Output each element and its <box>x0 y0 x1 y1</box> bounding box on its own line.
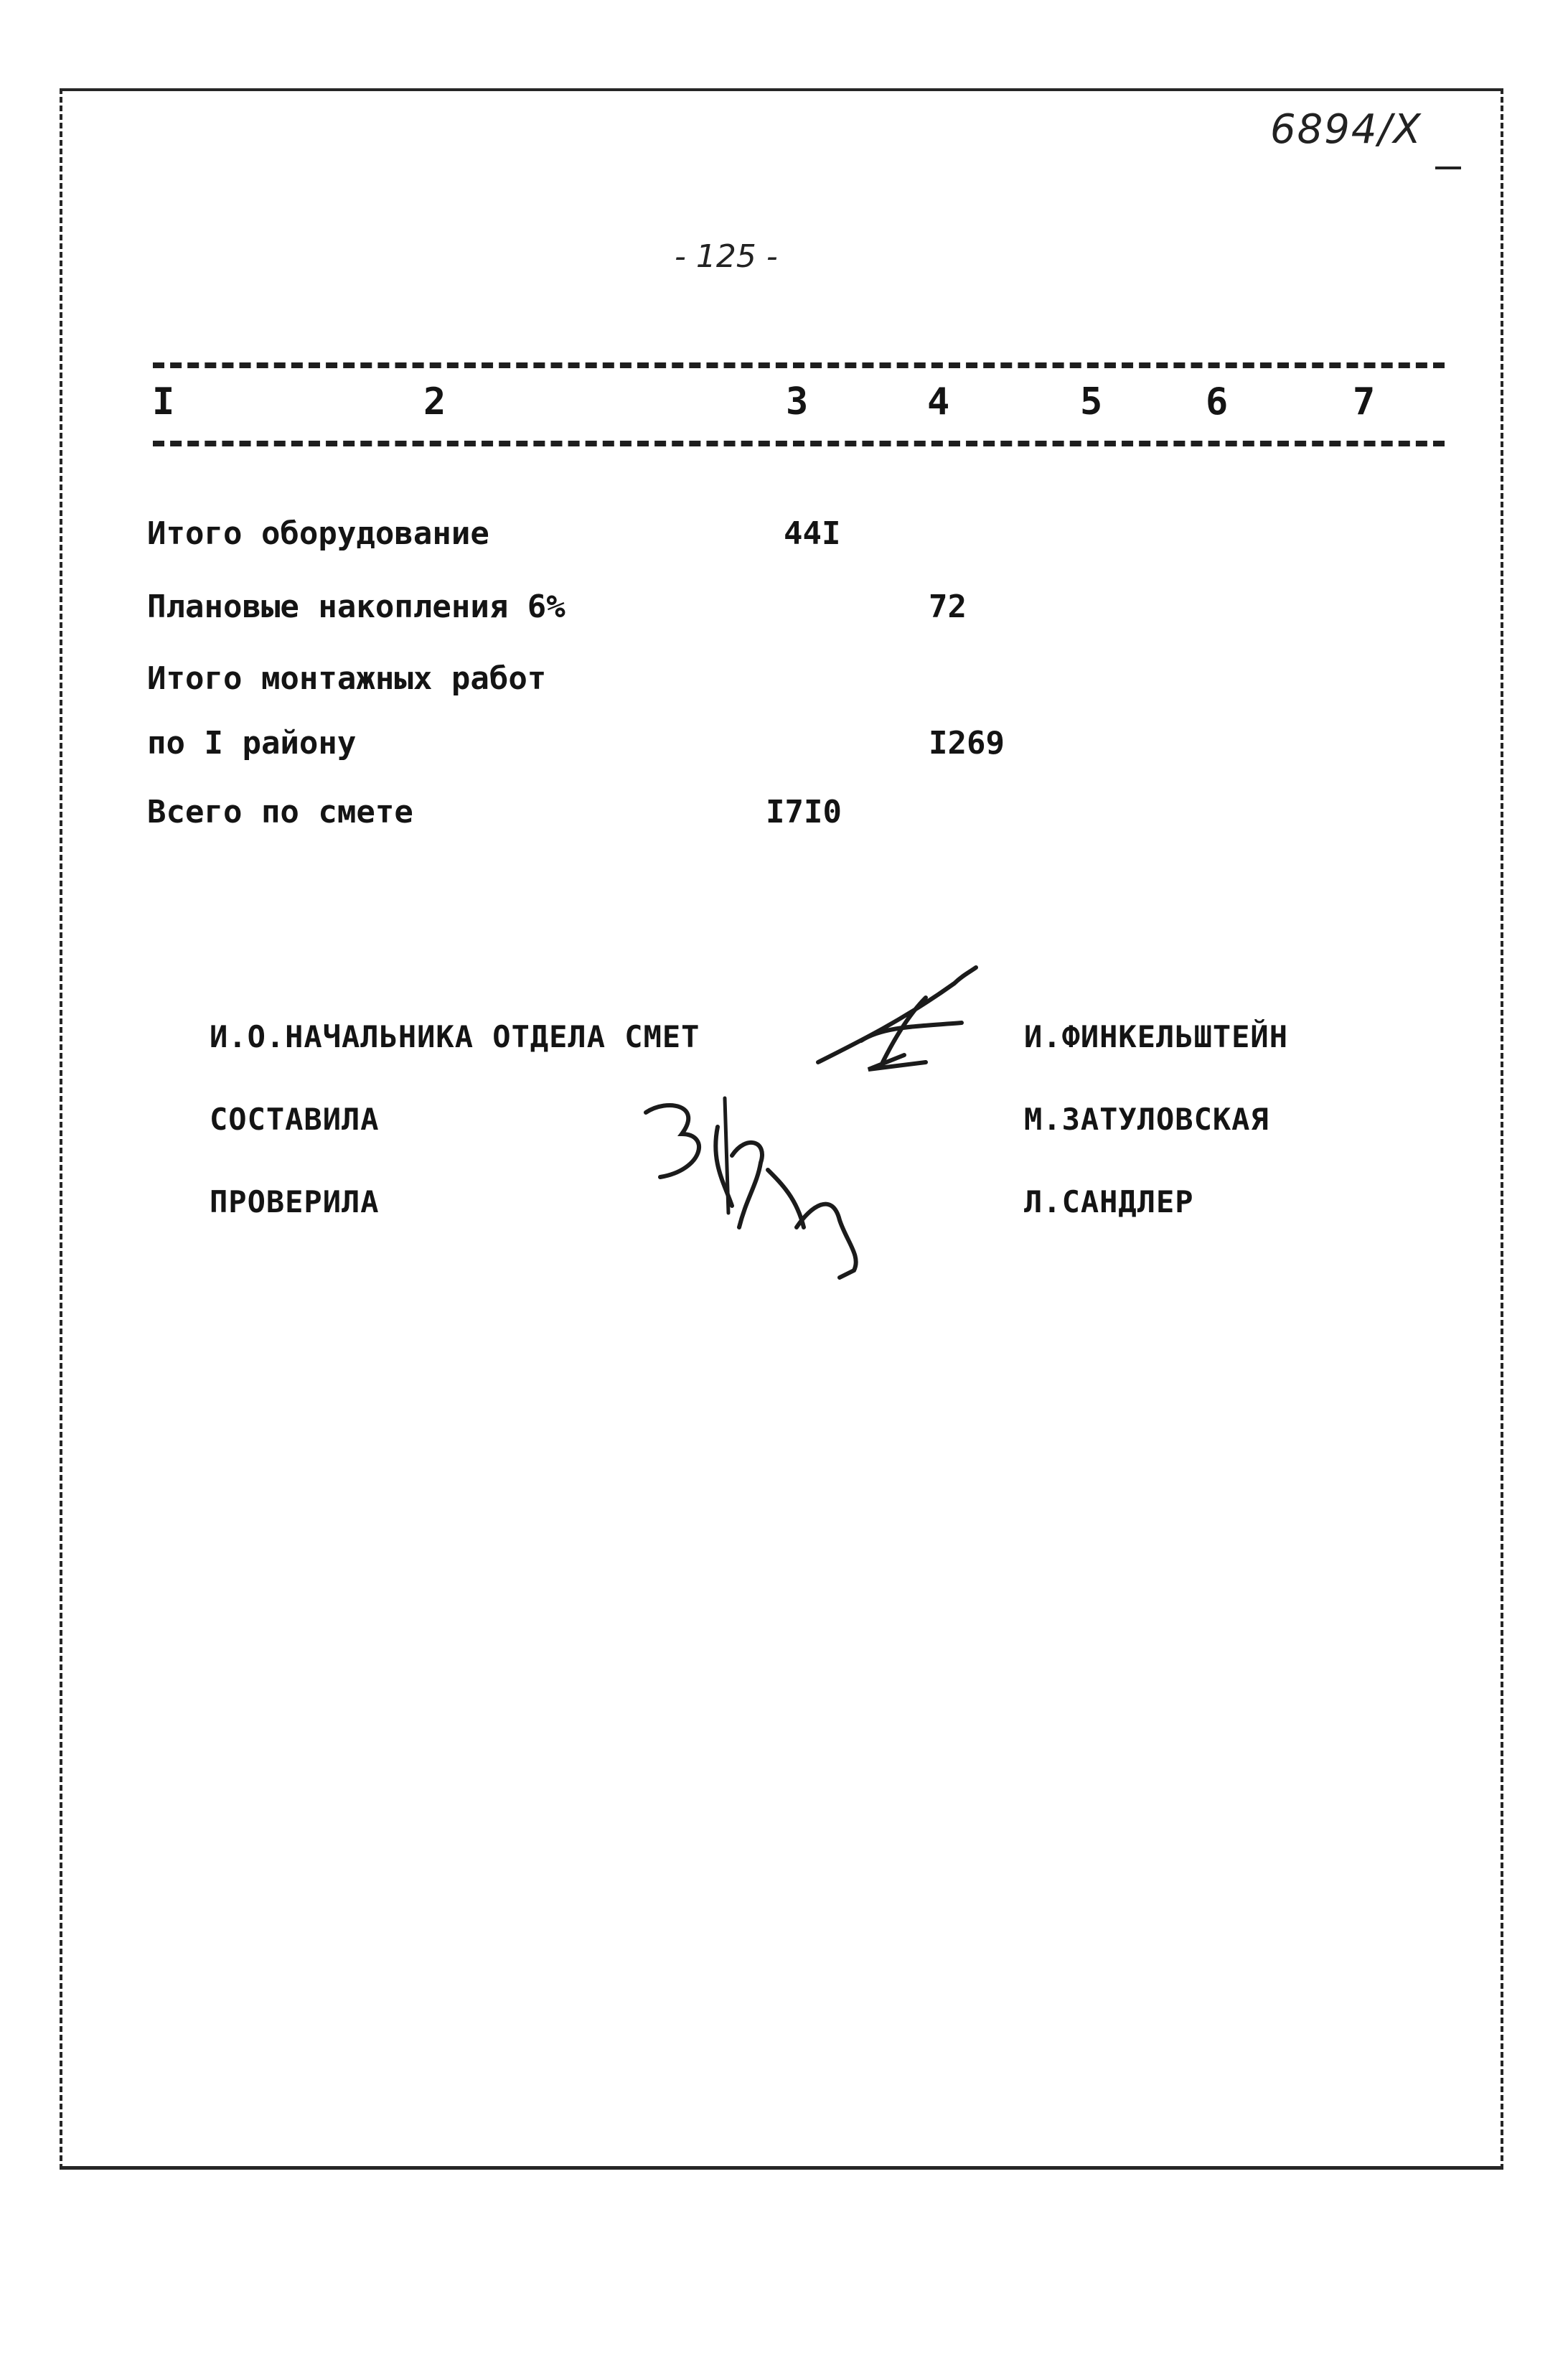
row-label-planned-savings: Плановые накопления 6% <box>147 589 565 625</box>
column-header-2: 2 <box>423 380 446 423</box>
row-value-district-one: I269 <box>929 725 1005 762</box>
row-value-planned-savings: 72 <box>929 589 967 625</box>
table-header-top-rule <box>153 362 1445 368</box>
row-value-equipment-total: 44I <box>784 515 841 552</box>
signature-name-checked-by: Л.САНДЛЕР <box>1024 1184 1194 1219</box>
row-label-installation-total: Итого монтажных работ <box>147 660 547 697</box>
column-header-7: 7 <box>1353 380 1376 423</box>
handwritten-signature-head <box>775 955 1019 1098</box>
row-label-district-one: по I району <box>147 725 357 762</box>
signature-role-department-head: И.О.НАЧАЛЬНИКА ОТДЕЛА СМЕТ <box>210 1019 700 1054</box>
document-number: 6894/X <box>1270 106 1422 153</box>
row-label-equipment-total: Итого оборудование <box>147 515 489 552</box>
column-header-1: I <box>152 380 175 423</box>
signature-role-checked-by: ПРОВЕРИЛА <box>210 1184 380 1219</box>
handwritten-signature-initials <box>624 1084 883 1299</box>
page-number: - 125 - <box>675 238 778 275</box>
column-header-6: 6 <box>1206 380 1229 423</box>
signature-name-department-head: И.ФИНКЕЛЬШТЕЙН <box>1024 1019 1289 1054</box>
document-number-underline <box>1435 167 1461 169</box>
table-header-bottom-rule <box>153 441 1445 446</box>
signature-role-compiled-by: СОСТАВИЛА <box>210 1102 380 1137</box>
column-header-5: 5 <box>1080 380 1103 423</box>
row-label-estimate-total: Всего по смете <box>147 794 413 830</box>
column-header-3: 3 <box>786 380 809 423</box>
row-value-estimate-total: I7I0 <box>766 794 842 830</box>
column-header-4: 4 <box>927 380 950 423</box>
signature-name-compiled-by: М.ЗАТУЛОВСКАЯ <box>1024 1102 1269 1137</box>
